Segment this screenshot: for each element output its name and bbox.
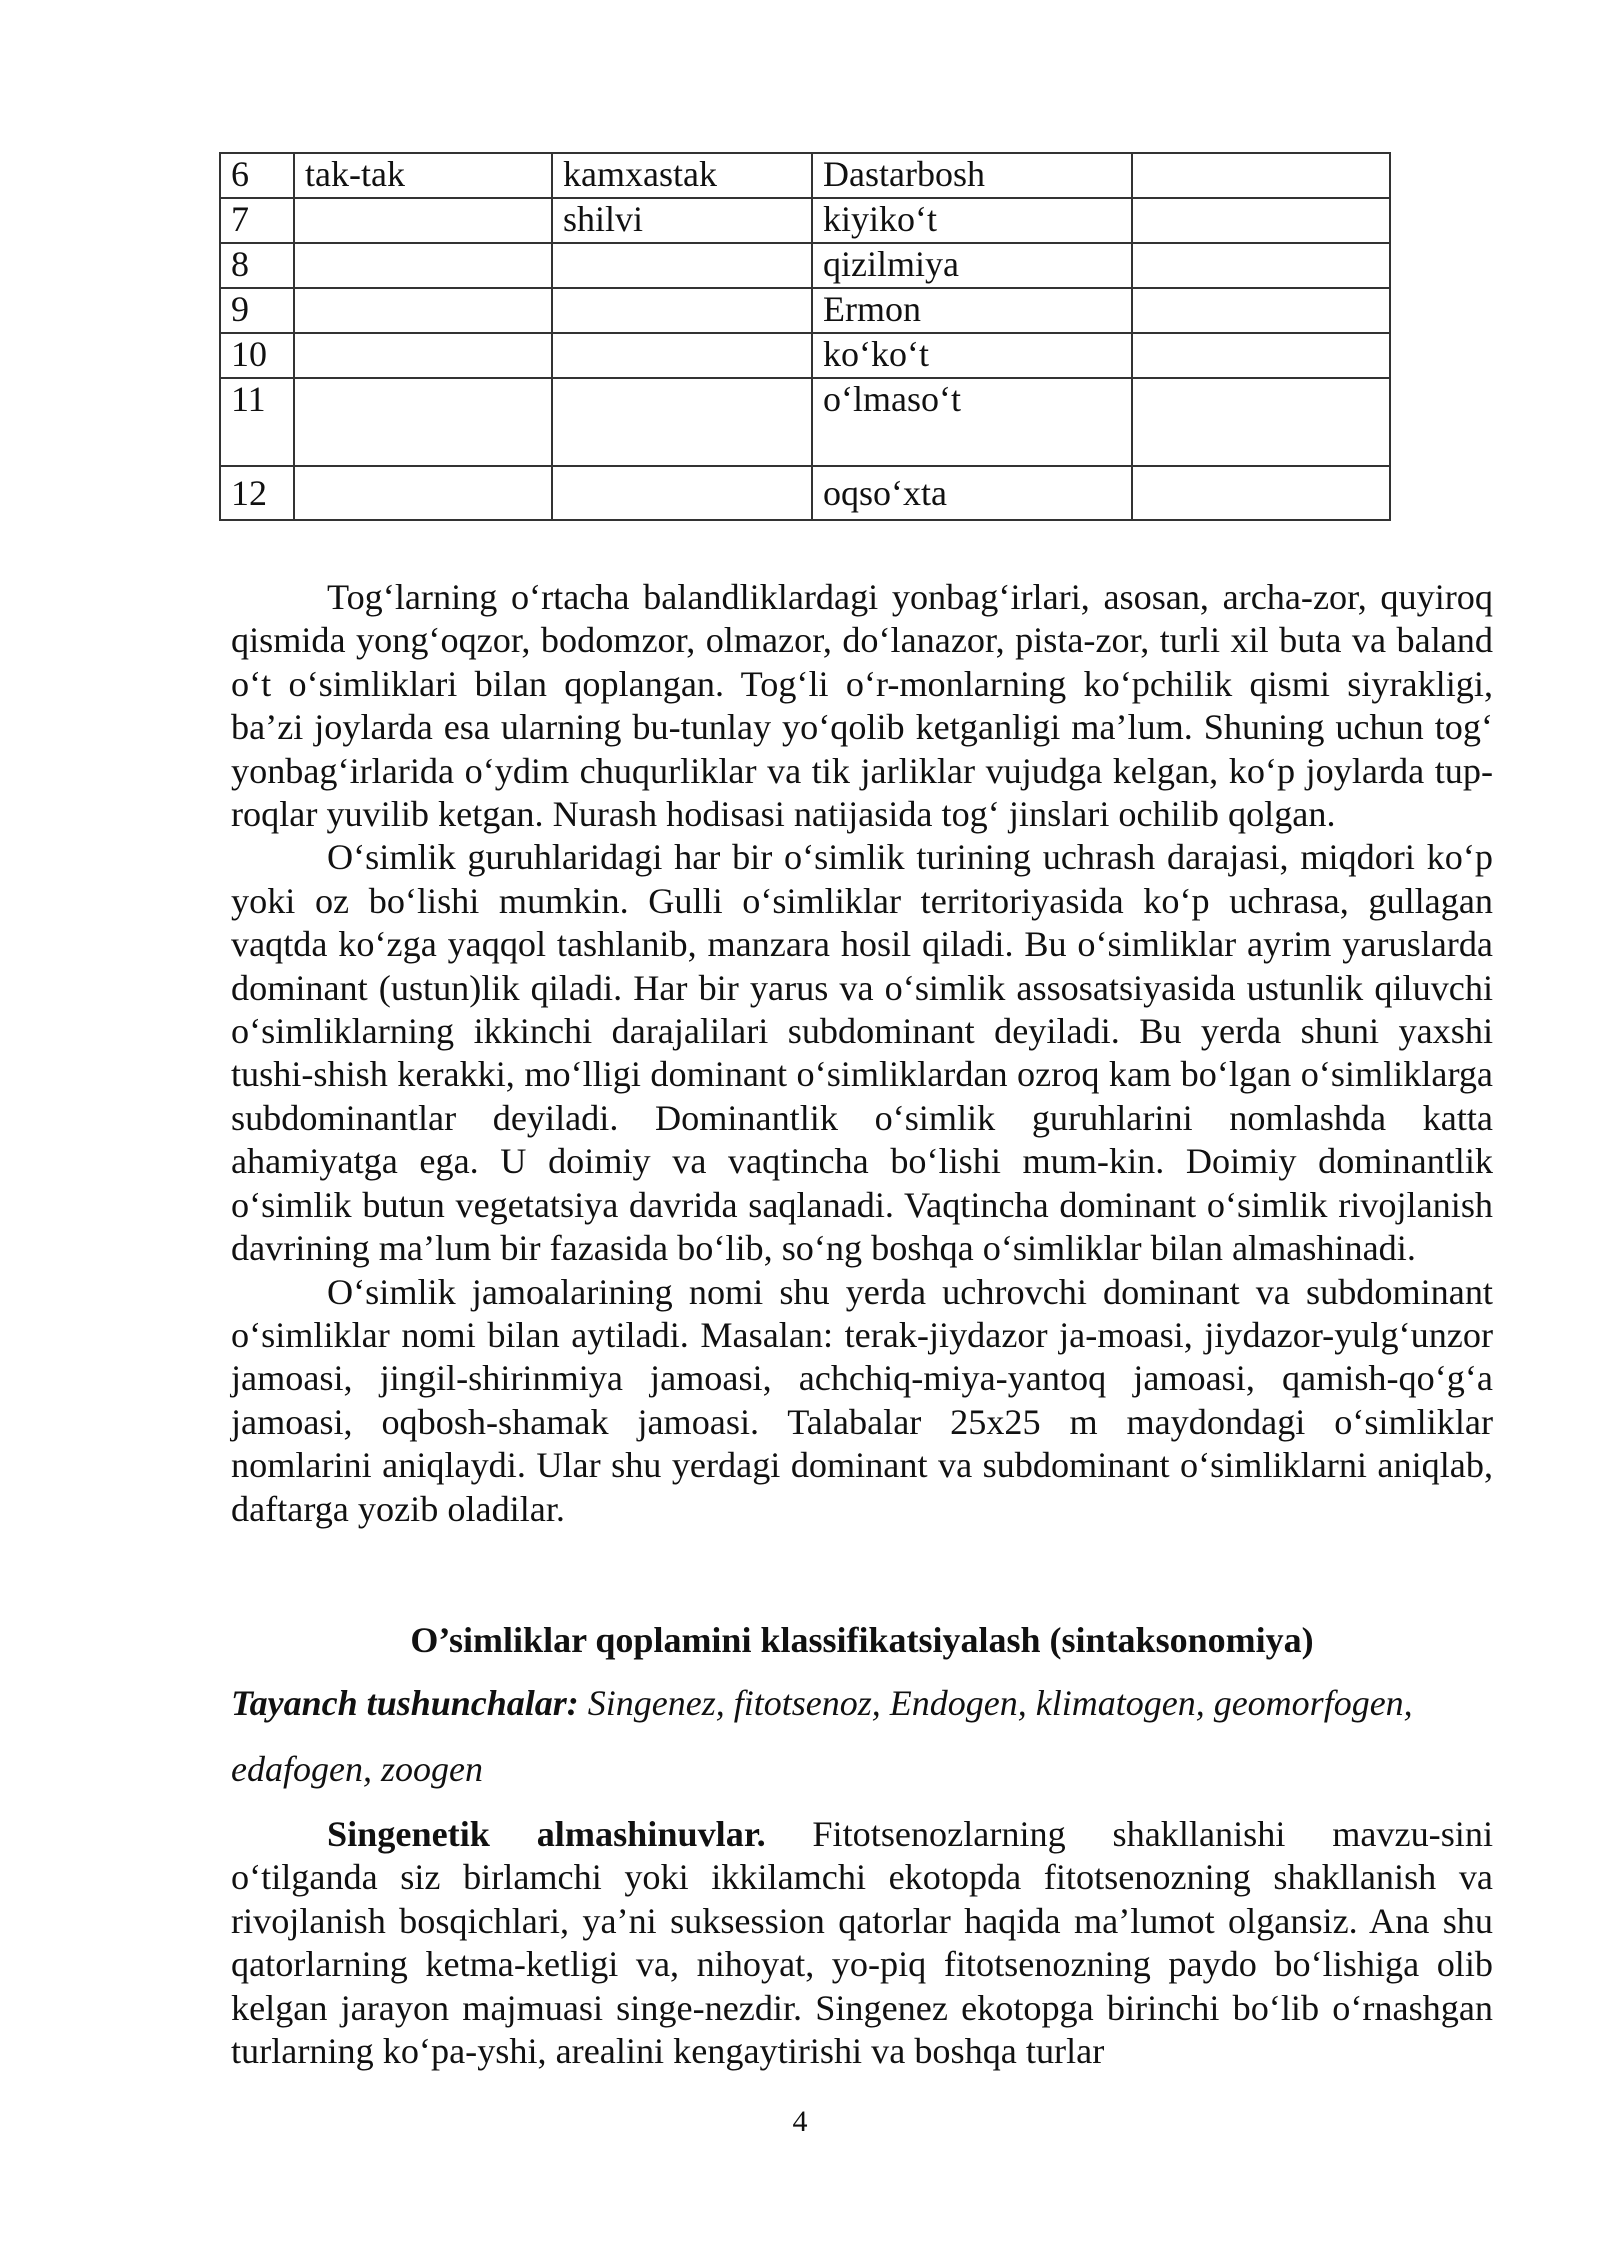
table-cell [294, 243, 552, 288]
table-row [220, 198, 1390, 243]
table-cell: o‘lmaso‘t [812, 378, 1132, 466]
table-cell [294, 288, 552, 333]
table-cell [294, 333, 552, 378]
key-terms-label: Tayanch tushunchalar: [231, 1683, 579, 1723]
table-row [220, 466, 1390, 520]
table-cell: oqso‘xta [812, 466, 1132, 520]
table-cell: shilvi [552, 198, 812, 243]
table-cell [294, 466, 552, 520]
paragraph: O‘simlik guruhlaridagi har bir o‘simlik turining uchrash darajasi, miqdori ko‘p yoki oz bo‘lishi mumkin. Gulli o‘simliklar territoriyasida ko‘p uchrasa, gullagan vaqtda ko‘zga yaqqol tashlanib, manzara hosil qiladi. Bu o‘simliklar ayrim yaruslarda dominant (ustun)lik qiladi. Har bir yarus va o‘simlik assosatsiyasida ustunlik qiluvchi o‘simliklarning ikkinchi darajalilari subdominant deyiladi. Bu yerda shuni yaxshi tushi-shish kerakki, mo‘lligi dominant o‘simliklardan ozroq kam bo‘lgan o‘simliklarga subdominantlar deyiladi. Dominantlik o‘simlik guruhlarini nomlashda katta ahamiyatga ega. U doimiy va vaqtincha bo‘lishi mum-kin. Doimiy dominantlik o‘simlik butun vegetatsiya davrida saqlanadi. Vaqtincha dominant o‘simlik rivojlanish davrining ma’lum bir fazasida bo‘lib, so‘ng boshqa o‘simliklar bilan almashinadi. [231, 837, 1493, 1269]
table-cell [552, 466, 812, 520]
table-cell [552, 333, 812, 378]
table-cell: Ermon [812, 288, 1132, 333]
table-cell: kiyiko‘t [812, 198, 1132, 243]
paragraph-text: Fitotsenozlarning shakllanishi mavzu-sini o‘tilganda siz birlamchi yoki ikkilamchi ekotopda fitotsenozning shakllanish va rivojlanish bosqichlari, ya’ni suksession qatorlar haqida ma’lumot olgansiz. Ana shu qatorlarning ketma-ketligi va, nihoyat, yo-piq fitotsenozning paydo bo‘lishiga olib kelgan jarayon majmuasi singe-nezdir. Singenez ekotopga birinchi bo‘lib o‘rnashgan turlarning ko‘pa-yshi, arealini kengaytirishi va boshqa turlar [231, 1814, 1494, 2072]
species-table [219, 152, 1391, 521]
table-cell [552, 288, 812, 333]
table-cell: qizilmiya [812, 243, 1132, 288]
table-cell [294, 378, 552, 466]
table-cell: 9 [220, 288, 294, 333]
paragraph: O‘simlik jamoalarining nomi shu yerda uchrovchi dominant va subdominant o‘simliklar nomi bilan aytiladi. Masalan: terak-jiydazor ja-moasi, jiydazor-yulg‘unzor jamoasi, jingil-shirinmiya jamoasi, achchiq-miya-yantoq jamoasi, qamish-qo‘g‘a jamoasi, oqbosh-shamak jamoasi. Talabalar 25x25 m maydondagi o‘simliklar nomlarini aniqlaydi. Ular shu yerdagi dominant va subdominant o‘simliklarni aniqlab, daftarga yozib oladilar. [231, 1271, 1493, 1529]
table-cell: 12 [220, 466, 294, 520]
table-cell: 11 [220, 378, 294, 466]
key-terms-list: Singenez, fitotsenoz, Endogen, klimatogen, geomorfogen, edafogen, zoogen [231, 1683, 1413, 1789]
table-cell [552, 378, 812, 466]
table-cell [552, 243, 812, 288]
section-heading: O’simliklar qoplamini klassifikatsiyalash (sintaksonomiya) [410, 1620, 1314, 1660]
table-cell [1132, 466, 1390, 520]
page-number: 4 [792, 2105, 808, 2138]
key-terms [231, 1670, 1493, 1802]
table-row [220, 288, 1390, 333]
table-cell [1132, 198, 1390, 243]
table-cell: Dastarbosh [812, 153, 1132, 198]
table-cell: 8 [220, 243, 294, 288]
table-cell [1132, 153, 1390, 198]
paragraph: Tog‘larning o‘rtacha balandliklardagi yonbag‘irlari, asosan, archa-zor, quyiroq qismida yong‘oqzor, bodomzor, olmazor, do‘lanazor, pista-zor, turli xil buta va baland o‘t o‘simliklari bilan qoplangan. Tog‘li o‘r-monlarning ko‘pchilik qismi siyrakligi, ba’zi joylarda esa ularning bu-tunlay yo‘qolib ketganligi ma’lum. Shuning uchun tog‘ yonbag‘irlarida o‘ydim chuqurliklar va tik jarliklar vujudga kelgan, ko‘p joylarda tup-roqlar yuvilib ketgan. Nurash hodisasi natijasida tog‘ jinslari ochilib qolgan. [231, 577, 1493, 835]
table-cell [294, 198, 552, 243]
paragraph [231, 1813, 1493, 2073]
table-row [220, 378, 1390, 466]
body-text-block [231, 576, 1493, 1531]
table-row [220, 153, 1390, 198]
table-cell [1132, 288, 1390, 333]
table-cell: tak-tak [294, 153, 552, 198]
table-cell [1132, 333, 1390, 378]
table-cell: kamxastak [552, 153, 812, 198]
paragraph-lead: Singenetik almashinuvlar. [327, 1814, 766, 1854]
table-cell: 10 [220, 333, 294, 378]
table-row [220, 333, 1390, 378]
table-cell: ko‘ko‘t [812, 333, 1132, 378]
table-cell [1132, 378, 1390, 466]
table-cell [1132, 243, 1390, 288]
body-text-block [231, 1813, 1493, 2073]
table-row [220, 243, 1390, 288]
table-cell: 7 [220, 198, 294, 243]
table-cell: 6 [220, 153, 294, 198]
